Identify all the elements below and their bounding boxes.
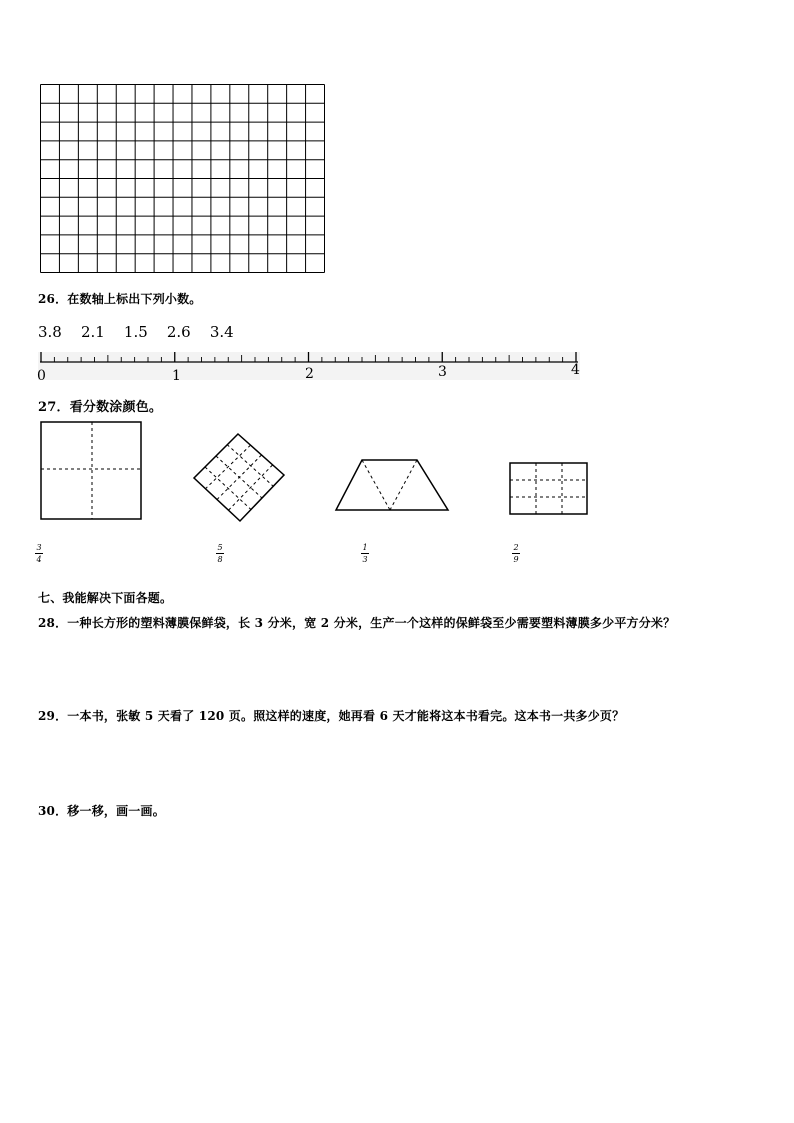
decimal-item: 3.4 <box>209 323 234 341</box>
question-27: 27．看分数涂颜色。 <box>38 400 163 415</box>
question-26: 26．在数轴上标出下列小数。 <box>38 292 202 306</box>
shape-rectangle <box>509 462 589 516</box>
fraction-numerator: 1 <box>362 543 368 552</box>
axis-label: 0 <box>37 368 46 384</box>
fraction-numerator: 5 <box>217 543 223 552</box>
decimal-item: 1.5 <box>123 323 148 341</box>
fraction-3-4 <box>35 543 43 564</box>
question-30: 30．移一移，画一画。 <box>38 804 165 818</box>
fraction-5-8 <box>216 543 224 564</box>
fraction-denominator: 8 <box>217 555 223 564</box>
fraction-2-9 <box>512 543 520 564</box>
number-line <box>38 346 584 386</box>
decimal-list <box>38 322 248 341</box>
question-29: 29．一本书，张敏 5 天看了 120 页。照这样的速度，她再看 6 天才能将这本书看完。这本书一共多少页？ <box>38 709 625 723</box>
axis-label: 3 <box>438 364 447 380</box>
fraction-denominator: 9 <box>513 555 519 564</box>
shape-square <box>40 421 142 521</box>
decimal-item: 2.1 <box>80 323 105 341</box>
decimal-item: 3.8 <box>38 323 62 341</box>
axis-label: 4 <box>571 362 580 378</box>
shape-diamond <box>193 433 285 523</box>
fraction-denominator: 4 <box>36 555 42 564</box>
fraction-denominator: 3 <box>362 555 368 564</box>
square-grid <box>40 84 326 274</box>
shape-trapezoid <box>334 458 450 512</box>
section-7-heading: 七、我能解决下面各题。 <box>38 591 173 605</box>
fraction-1-3 <box>361 543 369 564</box>
fraction-numerator: 3 <box>36 543 42 552</box>
fraction-numerator: 2 <box>513 543 519 552</box>
decimal-item: 2.6 <box>166 323 191 341</box>
axis-label: 2 <box>305 366 314 382</box>
axis-label: 1 <box>172 368 181 384</box>
question-28: 28．一种长方形的塑料薄膜保鲜袋，长 3 分米，宽 2 分米，生产一个这样的保鲜袋至少需要塑料薄膜多少平方分米？ <box>38 616 676 630</box>
